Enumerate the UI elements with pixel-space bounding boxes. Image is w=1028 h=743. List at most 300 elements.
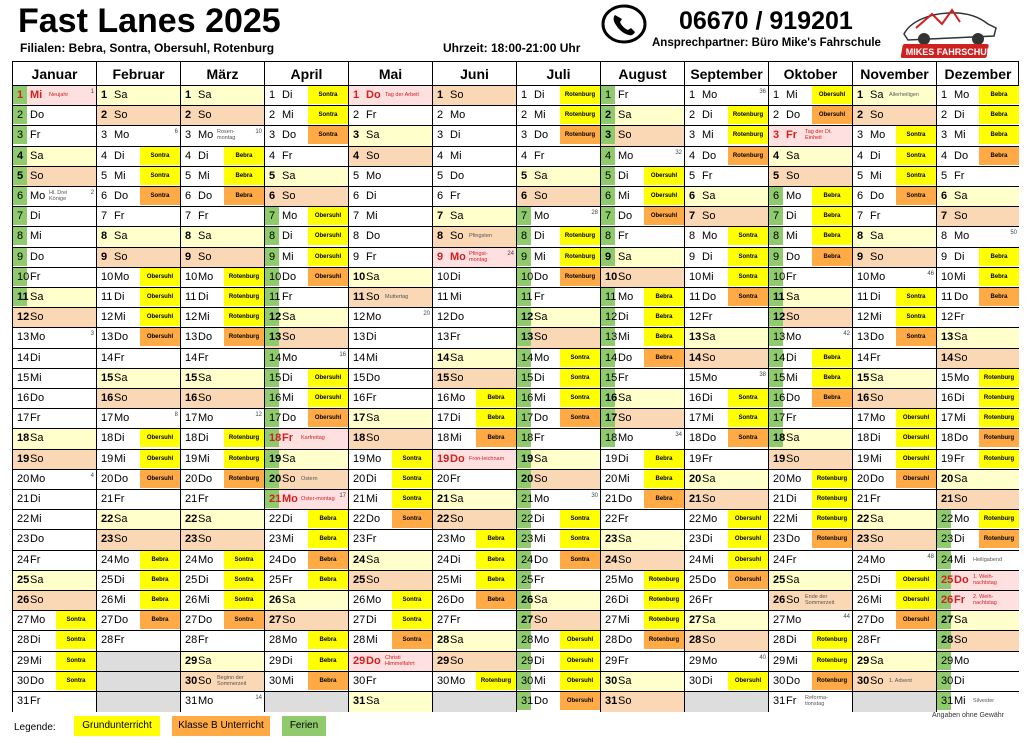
day-number: 26 <box>17 594 30 606</box>
weekday-label: So <box>534 331 548 344</box>
legend <box>14 716 714 738</box>
day-number: 14 <box>857 351 870 364</box>
day-number: 30 <box>269 674 282 687</box>
day-number: 13 <box>185 331 198 344</box>
weekday-label: Di <box>282 371 293 384</box>
day-cell <box>264 327 348 348</box>
course-location-tag: Bebra <box>979 268 1019 286</box>
course-location-tag: Sontra <box>896 308 936 326</box>
day-number: 18 <box>941 432 954 445</box>
weekday-label: Do <box>702 432 717 445</box>
weekday-label: Mi <box>954 129 966 142</box>
weekday-label: Sa <box>30 573 44 586</box>
day-cell <box>600 590 684 611</box>
weekday-label: Mi <box>534 392 546 404</box>
day-number: 7 <box>601 207 615 225</box>
day-number: 12 <box>101 311 114 324</box>
day-cell <box>348 105 432 126</box>
course-location-tag: Sontra <box>728 389 768 407</box>
day-cell <box>432 671 516 692</box>
weekday-label: Di <box>702 250 713 263</box>
day-cell <box>936 85 1019 106</box>
day-cell <box>264 651 348 672</box>
weekday-label: Do <box>786 392 801 404</box>
weekday-label: Fr <box>198 210 209 223</box>
course-location-tag: Rotenburg <box>224 328 264 346</box>
day-cell <box>768 489 852 510</box>
day-cell <box>852 671 936 692</box>
weekday-label: Fr <box>366 674 377 687</box>
day-number: 7 <box>353 210 360 223</box>
day-number: 2 <box>437 109 444 122</box>
day-number: 8 <box>941 230 948 243</box>
weekday-label: Sa <box>198 654 212 667</box>
weekday-label: Mo <box>198 129 214 142</box>
course-location-tag: Rotenburg <box>644 571 684 589</box>
day-cell <box>432 267 516 288</box>
day-number: 6 <box>269 190 276 202</box>
weekday-label: Fr <box>30 553 41 566</box>
course-location-tag: Obersuhl <box>644 187 684 205</box>
day-number: 24 <box>437 553 450 566</box>
weekday-label: Mo <box>366 452 382 465</box>
course-location-tag: Bebra <box>812 187 852 205</box>
day-number: 20 <box>941 472 954 485</box>
day-number: 9 <box>517 248 531 266</box>
weekday-label: Mi <box>954 553 966 566</box>
weekday-label: Mo <box>30 331 46 344</box>
week-number: 48 <box>927 553 934 560</box>
day-cell <box>936 267 1019 288</box>
weekday-label: Sa <box>198 89 212 101</box>
day-number: 27 <box>185 614 198 627</box>
course-location-tag: Sontra <box>56 652 96 670</box>
day-number: 1 <box>101 89 108 101</box>
weekday-label: Sa <box>702 614 716 627</box>
day-number: 16 <box>101 392 114 404</box>
day-number: 4 <box>857 149 864 162</box>
day-note: Pfingst-montag <box>469 250 488 263</box>
course-location-tag: Sontra <box>560 409 600 427</box>
weekday-label: Fr <box>198 351 209 364</box>
weekday-label: Mo <box>30 614 46 627</box>
day-number: 19 <box>857 452 870 465</box>
month-header-10: Oktober <box>768 61 852 85</box>
day-cell <box>348 206 432 227</box>
day-cell <box>12 186 96 207</box>
day-number: 13 <box>769 328 783 346</box>
course-location-tag: Rotenburg <box>560 106 600 124</box>
phone-number[interactable]: 06670 / 919201 <box>679 7 853 35</box>
day-number: 20 <box>185 472 198 485</box>
course-location-tag: Obersuhl <box>896 591 936 609</box>
weekday-label: Sa <box>702 331 716 344</box>
course-location-tag: Bebra <box>979 86 1019 104</box>
course-location-tag: Bebra <box>308 551 348 569</box>
weekday-label: So <box>450 230 464 243</box>
weekday-label: Fr <box>282 432 293 445</box>
course-location-tag: Sontra <box>308 86 348 104</box>
weekday-label: Mi <box>30 513 42 526</box>
weekday-label: So <box>114 109 128 122</box>
day-cell <box>516 550 600 571</box>
weekday-label: Sa <box>618 533 632 546</box>
weekday-label: Di <box>366 190 377 202</box>
day-number: 7 <box>265 207 279 225</box>
day-number: 9 <box>185 250 192 263</box>
day-number: 17 <box>769 409 783 427</box>
course-location-tag: Obersuhl <box>812 106 852 124</box>
day-number: 2 <box>185 109 192 122</box>
weekday-label: Do <box>786 250 801 263</box>
day-cell <box>936 570 1019 591</box>
day-number: 28 <box>17 634 30 647</box>
course-location-tag: Rotenburg <box>979 369 1019 387</box>
weekday-label: Sa <box>786 432 800 445</box>
weekday-label: Fr <box>786 553 797 566</box>
day-cell <box>96 529 180 550</box>
day-number: 19 <box>437 452 450 465</box>
weekday-label: Di <box>366 614 377 627</box>
day-cell <box>936 348 1019 369</box>
day-cell <box>348 307 432 328</box>
day-cell <box>12 105 96 126</box>
day-number: 28 <box>517 631 531 649</box>
weekday-label: Mi <box>954 695 966 707</box>
day-number: 27 <box>101 614 114 627</box>
day-cell <box>516 105 600 126</box>
day-cell <box>12 247 96 268</box>
day-note: Rosen-montag <box>217 129 236 142</box>
day-number: 19 <box>185 452 198 465</box>
day-cell <box>936 146 1019 167</box>
day-cell <box>348 125 432 146</box>
day-cell <box>432 529 516 550</box>
day-cell <box>936 509 1019 530</box>
day-number: 30 <box>437 674 450 687</box>
weekday-label: Di <box>450 553 461 566</box>
day-cell <box>432 570 516 591</box>
day-cell <box>264 509 348 530</box>
weekday-label: Do <box>954 291 969 303</box>
day-cell <box>96 509 180 530</box>
day-number: 20 <box>101 472 114 485</box>
weekday-label: Sa <box>870 230 884 243</box>
weekday-label: Sa <box>618 250 632 263</box>
weekday-label: Do <box>30 250 45 263</box>
day-number: 5 <box>941 169 948 182</box>
weekday-label: Do <box>534 129 549 142</box>
day-number: 28 <box>353 634 366 647</box>
day-number: 17 <box>689 412 702 425</box>
weekday-label: Di <box>198 149 209 162</box>
day-cell <box>12 570 96 591</box>
day-number: 28 <box>937 631 951 649</box>
day-number: 13 <box>941 331 954 344</box>
weekday-label: Mi <box>366 210 378 223</box>
weekday-label: So <box>30 594 44 606</box>
day-cell <box>516 529 600 550</box>
weekday-label: Mo <box>954 89 970 101</box>
course-location-tag: Bebra <box>812 389 852 407</box>
day-number: 11 <box>13 288 27 306</box>
weekday-label: Di <box>870 573 881 586</box>
week-number: 50 <box>1010 230 1017 237</box>
day-cell <box>768 651 852 672</box>
weekday-label: Sa <box>282 169 296 182</box>
course-location-tag: Rotenburg <box>560 126 600 144</box>
weekday-label: Sa <box>618 109 632 122</box>
weekday-label: Di <box>282 230 293 243</box>
weekday-label: Mo <box>282 210 298 223</box>
weekday-label: Do <box>870 331 885 344</box>
course-location-tag: Obersuhl <box>896 571 936 589</box>
weekday-label: Di <box>702 109 713 122</box>
day-note: Karfreitag <box>301 435 325 442</box>
month-header-9: September <box>684 61 768 85</box>
weekday-label: Di <box>618 452 629 465</box>
legend-ferien: Ferien <box>282 716 326 736</box>
weekday-label: So <box>450 89 464 101</box>
weekday-label: Di <box>954 533 965 546</box>
week-number: 44 <box>843 614 850 621</box>
day-cell <box>768 428 852 449</box>
course-location-tag: Sontra <box>56 611 96 629</box>
day-number: 7 <box>185 210 192 223</box>
weekday-label: Mi <box>198 594 210 606</box>
day-note: Heiligabend <box>973 556 1003 563</box>
day-number: 4 <box>101 149 108 162</box>
weekday-label: Do <box>954 573 969 586</box>
day-number: 22 <box>937 510 951 528</box>
weekday-label: Mo <box>618 432 634 445</box>
week-number: 6 <box>174 129 178 136</box>
day-cell <box>348 186 432 207</box>
course-location-tag: Bebra <box>812 369 852 387</box>
day-cell <box>936 368 1019 389</box>
weekday-label: Sa <box>534 452 548 465</box>
day-note: Oster-montag <box>301 496 335 502</box>
day-cell <box>600 428 684 449</box>
course-location-tag: Rotenburg <box>644 611 684 629</box>
day-number: 2 <box>353 109 360 122</box>
day-cell <box>96 125 180 146</box>
weekday-label: Do <box>450 594 465 606</box>
day-number: 24 <box>605 553 618 566</box>
weekday-label: So <box>450 513 464 526</box>
weekday-label: Fr <box>786 695 797 707</box>
day-cell <box>852 651 936 672</box>
day-cell <box>852 206 936 227</box>
course-location-tag: Obersuhl <box>728 530 768 548</box>
day-cell <box>684 206 768 227</box>
weekday-label: Mo <box>870 129 886 142</box>
day-number: 26 <box>689 594 702 606</box>
weekday-label: Di <box>366 472 377 485</box>
course-location-tag: Rotenburg <box>812 530 852 548</box>
day-cell <box>684 428 768 449</box>
day-number: 17 <box>101 412 114 425</box>
day-cell <box>96 630 180 651</box>
weekday-label: Mo <box>702 513 718 526</box>
day-cell <box>516 247 600 268</box>
weekday-label: Mi <box>786 230 798 243</box>
course-location-tag: Obersuhl <box>896 450 936 468</box>
day-cell <box>852 105 936 126</box>
day-note: Fron-leichnam <box>469 455 505 462</box>
day-note: Neujahr <box>49 92 69 98</box>
day-number: 20 <box>517 470 531 488</box>
time-text: Uhrzeit: 18:00-21:00 Uhr <box>443 41 581 55</box>
weekday-label: Sa <box>954 614 968 627</box>
day-number: 30 <box>185 674 198 687</box>
day-cell <box>600 630 684 651</box>
day-number: 16 <box>185 392 198 404</box>
day-cell <box>684 570 768 591</box>
day-number: 31 <box>517 692 531 710</box>
day-cell <box>264 146 348 167</box>
course-location-tag: Bebra <box>644 288 684 306</box>
day-number: 19 <box>517 450 531 468</box>
weekday-label: Mi <box>702 129 714 142</box>
day-cell <box>180 247 264 268</box>
day-number: 30 <box>689 674 702 687</box>
day-number: 15 <box>265 369 279 387</box>
course-location-tag: Bebra <box>644 308 684 326</box>
course-location-tag: Obersuhl <box>896 611 936 629</box>
week-number: 46 <box>927 270 934 277</box>
week-number: 10 <box>255 129 262 136</box>
day-number: 28 <box>269 634 282 647</box>
weekday-label: Mi <box>282 392 294 404</box>
day-cell <box>432 489 516 510</box>
day-cell <box>264 125 348 146</box>
weekday-label: Do <box>198 614 213 627</box>
day-cell <box>348 449 432 470</box>
day-number: 26 <box>937 591 951 609</box>
day-note: Ende der Sommerzeit <box>805 594 835 606</box>
weekday-label: Mi <box>702 412 714 425</box>
day-number: 23 <box>101 533 114 546</box>
weekday-label: Mo <box>198 412 214 425</box>
month-header-2: Februar <box>96 61 180 85</box>
weekday-label: Do <box>450 311 465 324</box>
course-location-tag: Sontra <box>728 429 768 447</box>
day-number: 27 <box>353 614 366 627</box>
day-number: 15 <box>185 371 198 384</box>
day-note: Beginn der Sommerzeit <box>217 674 247 687</box>
weekday-label: Fr <box>282 573 293 586</box>
day-cell <box>348 489 432 510</box>
weekday-label: Sa <box>366 270 380 283</box>
day-cell <box>684 590 768 611</box>
weekday-label: Mi <box>198 311 210 324</box>
weekday-label: Sa <box>870 654 884 667</box>
day-number: 29 <box>773 654 786 667</box>
weekday-label: Sa <box>282 311 296 324</box>
weekday-label: So <box>534 614 548 627</box>
day-number: 3 <box>601 126 615 144</box>
course-location-tag: Obersuhl <box>140 470 180 488</box>
weekday-label: Di <box>450 412 461 425</box>
day-cell <box>264 247 348 268</box>
week-number: 42 <box>843 331 850 338</box>
weekday-label: So <box>366 432 380 445</box>
day-number: 24 <box>269 553 282 566</box>
day-cell <box>96 247 180 268</box>
day-cell <box>12 529 96 550</box>
course-location-tag: Obersuhl <box>728 510 768 528</box>
weekday-label: Mo <box>954 230 970 243</box>
day-cell <box>600 691 684 712</box>
day-cell <box>180 368 264 389</box>
course-location-tag: Rotenburg <box>812 631 852 649</box>
day-cell <box>264 428 348 449</box>
day-cell <box>516 206 600 227</box>
day-number: 10 <box>517 268 531 286</box>
day-cell <box>96 469 180 490</box>
month-header-8: August <box>600 61 684 85</box>
weekday-label: So <box>786 311 800 324</box>
course-location-tag: Obersuhl <box>896 429 936 447</box>
course-location-tag: Sontra <box>392 510 432 528</box>
week-number: 30 <box>591 493 598 499</box>
day-number: 24 <box>185 553 198 566</box>
day-number: 8 <box>769 227 783 245</box>
day-cell <box>768 368 852 389</box>
day-number: 14 <box>689 351 702 364</box>
course-location-tag: Sontra <box>728 227 768 245</box>
day-number: 15 <box>689 371 702 384</box>
day-cell <box>432 226 516 247</box>
day-number: 10 <box>605 270 618 283</box>
day-number: 29 <box>605 654 618 667</box>
day-number: 24 <box>689 553 702 566</box>
week-number: 38 <box>759 371 766 378</box>
day-cell <box>516 671 600 692</box>
day-number: 7 <box>689 210 696 223</box>
weekday-label: Di <box>450 129 461 142</box>
course-location-tag: Sontra <box>140 167 180 185</box>
day-cell <box>432 388 516 409</box>
day-number: 2 <box>13 106 27 124</box>
day-cell <box>264 529 348 550</box>
weekday-label: Mo <box>786 472 802 485</box>
day-cell <box>432 146 516 167</box>
day-cell <box>348 226 432 247</box>
weekday-label: Mi <box>870 169 882 182</box>
weekday-label: So <box>114 250 128 263</box>
day-cell <box>684 610 768 631</box>
day-cell <box>852 327 936 348</box>
day-cell <box>348 85 432 106</box>
course-location-tag: Sontra <box>224 571 264 589</box>
day-number: 15 <box>353 371 366 384</box>
weekday-label: Fr <box>954 594 965 606</box>
course-location-tag: Sontra <box>56 631 96 649</box>
weekday-label: Di <box>114 291 125 303</box>
weekday-label: Mo <box>450 392 466 404</box>
day-number: 6 <box>353 190 360 202</box>
calendar-grid <box>12 61 1019 712</box>
day-number: 31 <box>605 695 618 707</box>
day-cell <box>684 226 768 247</box>
course-location-tag: Rotenburg <box>560 86 600 104</box>
course-location-tag: Obersuhl <box>644 207 684 225</box>
day-cell <box>264 630 348 651</box>
day-cell <box>96 327 180 348</box>
week-number: 40 <box>759 654 766 661</box>
